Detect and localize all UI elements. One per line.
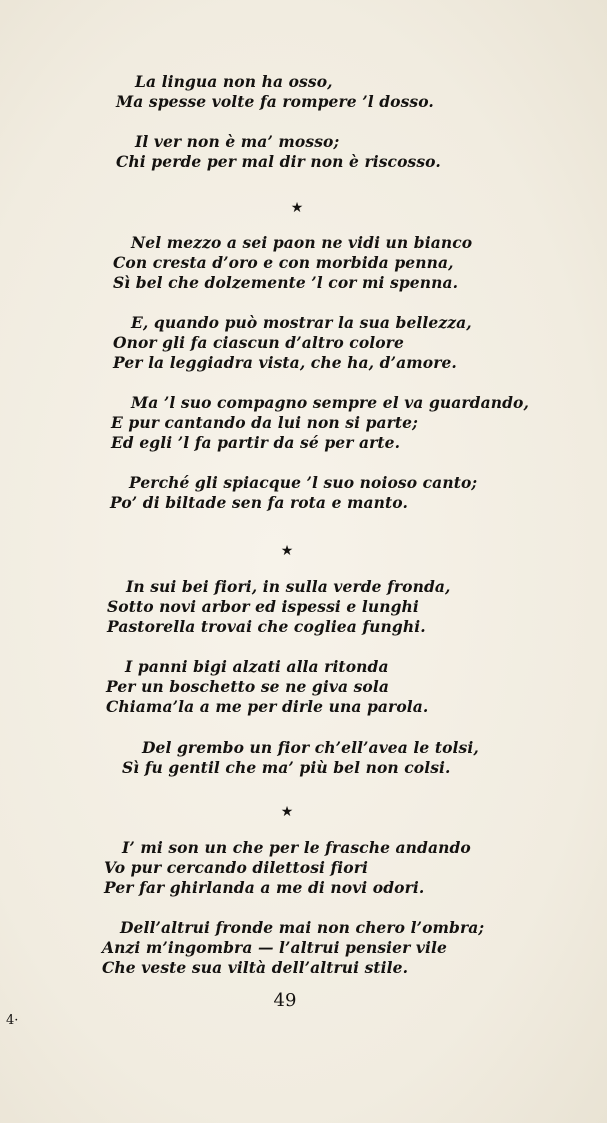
section-separator-star: ★ [280,804,294,820]
poem-line: Sì bel che dolzemente ’l cor mi spenna. [113,273,459,292]
poem-line: Sì fu gentil che ma’ più bel non colsi. [122,758,451,777]
poem-line: Perché gli spiacque ’l suo noioso canto; [129,473,478,492]
page-number: 49 [273,990,297,1011]
poem-line: Ed egli ’l fa partir da sé per arte. [111,433,401,452]
poem-line: Ma spesse volte fa rompere ’l dosso. [116,92,434,111]
poem-line: Con cresta d’oro e con morbida penna, [113,253,454,272]
poem-line: E pur cantando da lui non si parte; [111,413,418,432]
signature-mark: 4· [6,1013,19,1028]
poem-line: Per un boschetto se ne giva sola [106,677,390,696]
poem-line: Il ver non è ma’ mosso; [135,132,340,151]
poem-line: In sui bei fiori, in sulla verde fronda, [126,577,451,596]
poem-line: Onor gli fa ciascun d’altro colore [113,333,404,352]
poem-line: Ma ’l suo compagno sempre el va guardando, [131,393,529,412]
poem-line: Per la leggiadra vista, che ha, d’amore. [113,353,457,372]
poem-line: Chiama’la a me per dirle una parola. [106,697,429,716]
poem-line: Po’ di biltade sen fa rota e manto. [110,493,408,512]
poem-line: Che veste sua viltà dell’altrui stile. [102,958,409,977]
section-separator-star: ★ [290,200,304,216]
poem-line: Nel mezzo a sei paon ne vidi un bianco [131,233,473,252]
poem-line: Anzi m’ingombra — l’altrui pensier vile [102,938,447,957]
poem-line: Del grembo un fior ch’ell’avea le tolsi, [142,738,479,757]
section-separator-star: ★ [280,543,294,559]
poem-line: I panni bigi alzati alla ritonda [125,657,389,676]
poem-line: Sotto novi arbor ed ispessi e lunghi [107,597,419,616]
poem-line: Per far ghirlanda a me di novi odori. [104,878,425,897]
poem-line: Pastorella trovai che cogliea funghi. [107,617,426,636]
poem-line: Dell’altrui fronde mai non chero l’ombra; [120,918,485,937]
poem-line: Chi perde per mal dir non è riscosso. [116,152,441,171]
poem-line: La lingua non ha osso, [135,72,333,91]
poem-line: Vo pur cercando dilettosi fiori [104,858,368,877]
poem-line: E, quando può mostrar la sua bellezza, [131,313,472,332]
poem-line: I’ mi son un che per le frasche andando [122,838,471,857]
